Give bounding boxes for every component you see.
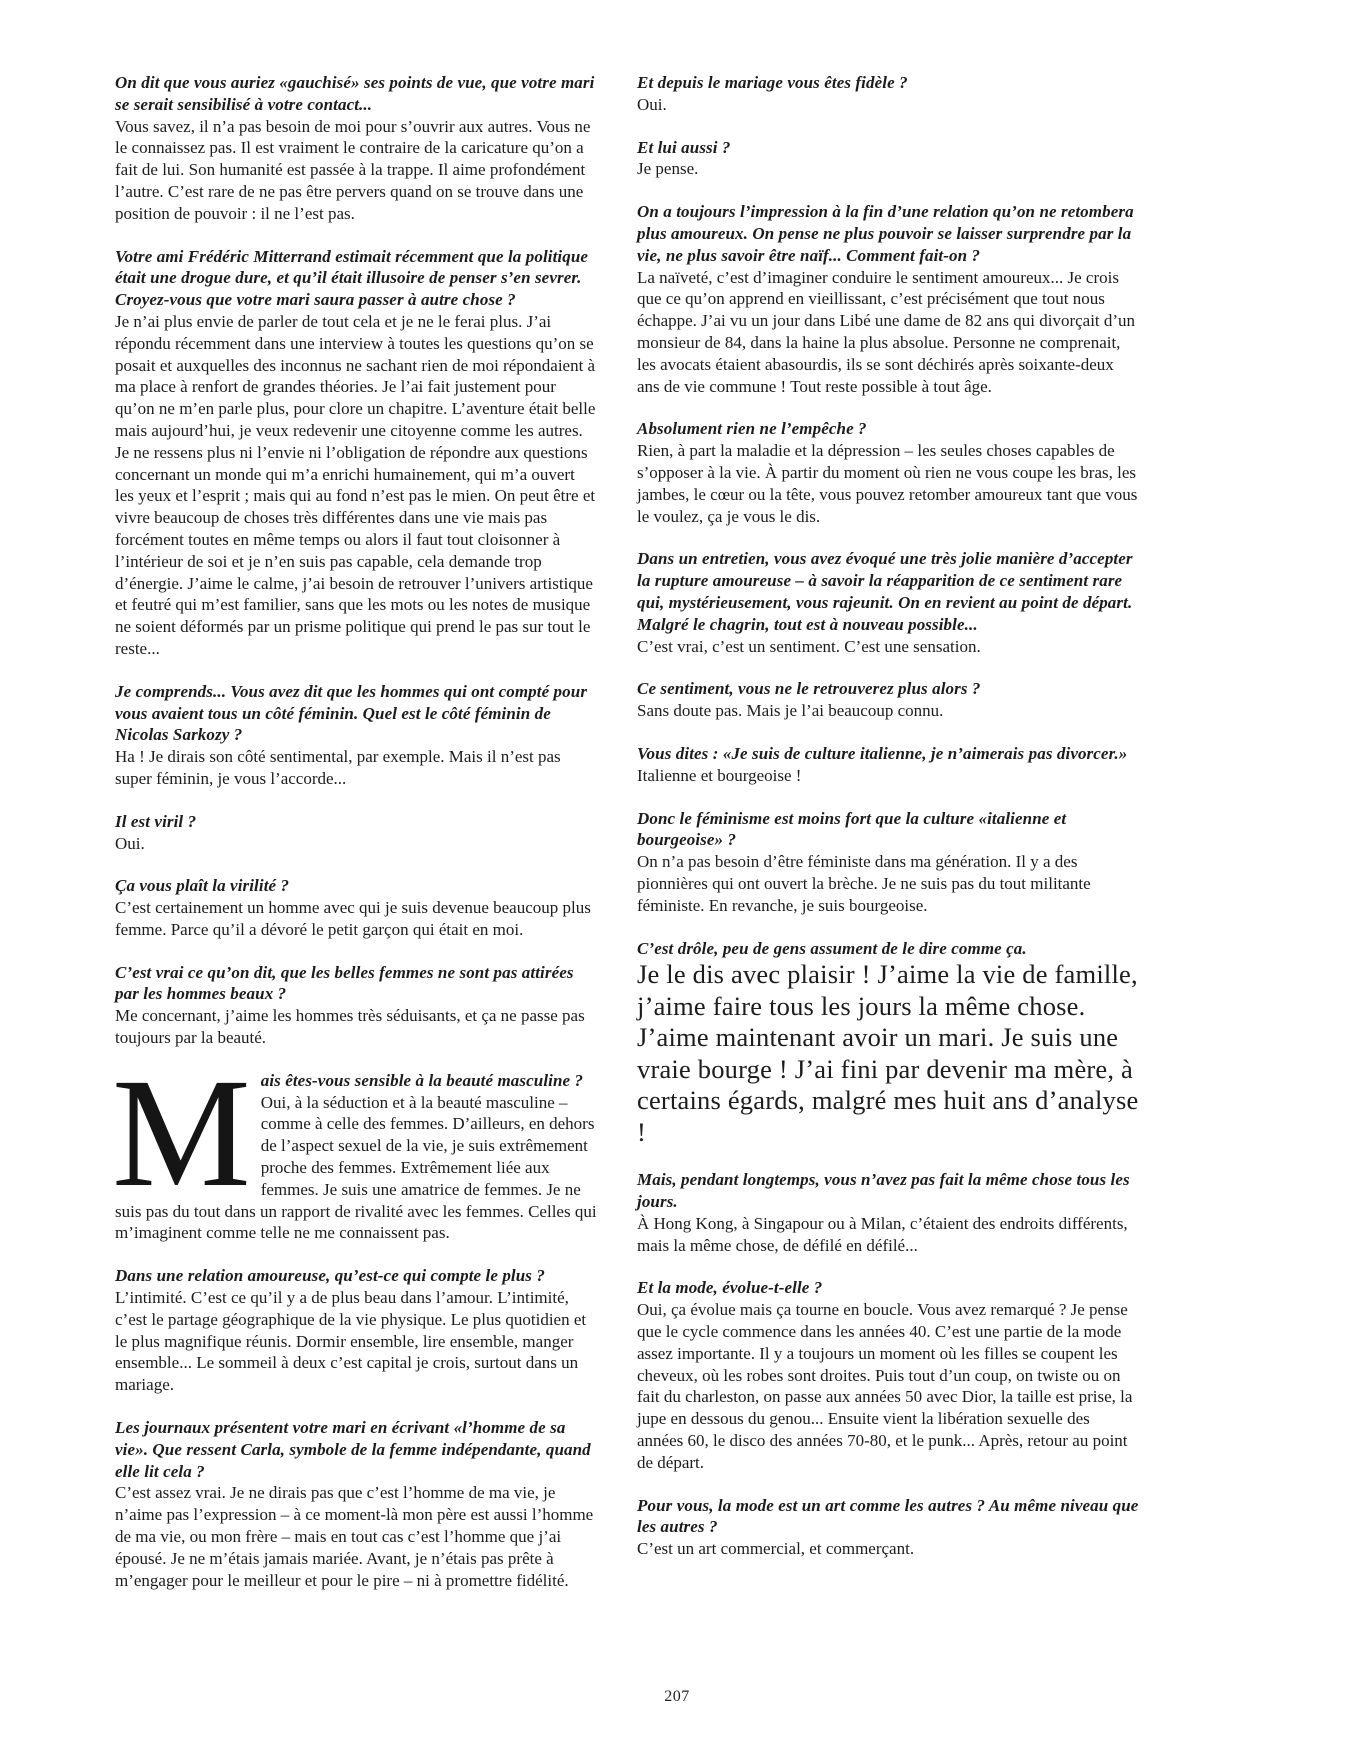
qa-block bbox=[637, 72, 1139, 116]
question: Pour vous, la mode est un art comme les autres ? Au même niveau que les autres ? bbox=[637, 1495, 1139, 1537]
question: Absolument rien ne l’empêche ? bbox=[637, 419, 867, 439]
question: Vous dites : «Je suis de culture italienne, je n’aimerais pas divorcer.» bbox=[637, 743, 1128, 763]
qa-block bbox=[637, 201, 1139, 397]
qa-block bbox=[115, 681, 597, 790]
left-column bbox=[112, 72, 597, 1591]
qa-block bbox=[637, 1169, 1139, 1256]
qa-block bbox=[115, 1417, 597, 1591]
question: Dans une relation amoureuse, qu’est-ce qui compte le plus ? bbox=[115, 1266, 545, 1286]
qa-block bbox=[115, 72, 597, 225]
question: C’est drôle, peu de gens assument de le dire comme ça. bbox=[637, 938, 1027, 958]
answer: Rien, à part la maladie et la dépression – les seules choses capables de s’opposer à la vie. À partir du moment où rien ne vous coupe les bras, les jambes, le cœur ou la tête, vous pouvez retomber amoureux tant que vous le voulez, ça je vous le dis. bbox=[637, 441, 1138, 526]
qa-block bbox=[637, 137, 1139, 181]
answer: On n’a pas besoin d’être féministe dans ma génération. Il y a des pionnières qui ont ouvert la brèche. Je ne suis pas du tout militante féministe. En revanche, je suis bourgeoise. bbox=[637, 852, 1091, 915]
question: On a toujours l’impression à la fin d’une relation qu’on ne retombera plus amoureux. On pense ne plus pouvoir se laisser surprendre par la vie, ne plus savoir être naïf... Comment fait-on ? bbox=[637, 202, 1134, 265]
answer: C’est vrai, c’est un sentiment. C’est une sensation. bbox=[637, 636, 981, 656]
qa-block bbox=[637, 418, 1139, 527]
question: Je comprends... Vous avez dit que les hommes qui ont compté pour vous avaient tous un côté féminin. Quel est le côté féminin de Nicolas Sarkozy ? bbox=[115, 681, 588, 745]
qa-block bbox=[637, 1277, 1139, 1473]
question: Votre ami Frédéric Mitterrand estimait récemment que la politique était une drogue dure, et qu’il était illusoire de penser s’en sevrer. Croyez-vous que votre mari saura passer à autre chose ? bbox=[115, 246, 589, 310]
question: Dans un entretien, vous avez évoqué une très jolie manière d’accepter la rupture amoureuse – à savoir la réapparition de ce sentiment rare qui, mystérieusement, vous rajeunit. On en revient au point de départ. Malgré le chagrin, tout est à nouveau possible... bbox=[637, 549, 1133, 634]
pull-quote-answer: Je le dis avec plaisir ! J’aime la vie de famille, j’aime faire tous les jours la même chose. J’aime maintenant avoir un mari. Je suis une vraie bourge ! J’ai fini par devenir ma mère, à certains égards, malgré mes huit ans d’analyse ! bbox=[637, 959, 1139, 1147]
qa-block bbox=[115, 1265, 597, 1396]
answer: Oui. bbox=[115, 833, 145, 853]
answer: C’est assez vrai. Je ne dirais pas que c’est l’homme de ma vie, je n’aime pas l’expression – à ce moment-là mon père est aussi l’homme de ma vie, ou mon frère – mais en tout cas c’est l’homme que j’ai épousé. Je ne m’étais jamais mariée. Avant, je n’étais pas prête à m’engager pour le meilleur et pour le pire – ni à promettre fidélité. bbox=[115, 1483, 594, 1590]
answer: Oui, ça évolue mais ça tourne en boucle. Vous avez remarqué ? Je pense que le cycle commence dans les années 40. C’est une partie de la mode assez importante. Il y a toujours un moment où les filles se coupent les cheveux, où les robes sont droites. Puis tout d’un coup, on twiste ou on fait du charleston, on passe aux années 50 avec Dior, la taille est prise, la jupe en dessous du genou... Ensuite vient la libération sexuelle des années 60, le disco des années 70-80, et le punk... Après, retour au point de départ. bbox=[637, 1300, 1133, 1472]
drop-cap-letter: M bbox=[112, 1045, 251, 1219]
question: On dit que vous auriez «gauchisé» ses points de vue, que votre mari se serait sensibilisé à votre contact... bbox=[115, 73, 595, 114]
qa-block bbox=[115, 962, 597, 1049]
answer: Italienne et bourgeoise ! bbox=[637, 765, 802, 785]
question: C’est vrai ce qu’on dit, que les belles femmes ne sont pas attirées par les hommes beaux ? bbox=[115, 962, 574, 1004]
answer: Je pense. bbox=[637, 159, 699, 179]
answer: C’est certainement un homme avec qui je suis devenue beaucoup plus femme. Parce qu’il a dévoré le petit garçon qui était en moi. bbox=[115, 898, 591, 939]
answer: Oui, à la séduction et à la beauté masculine – comme à celle des femmes. D’ailleurs, en dehors de l’aspect sexuel de la vie, je suis extrêmement proche des femmes. Extrêmement liée aux femmes. Je suis une amatrice de femmes. Je ne suis pas du tout dans un rapport de rivalité avec les femmes. Celles qui m’imaginent comme telle ne me connaissent pas. bbox=[115, 1092, 597, 1243]
qa-block bbox=[115, 875, 597, 940]
answer: La naïveté, c’est d’imaginer conduire le sentiment amoureux... Je crois que ce qu’on apprend en vieillissant, c’est précisément que tout nous échappe. J’ai vu un jour dans Libé une dame de 82 ans qui divorçait d’un monsieur de 84, dans la haine la plus absolue. Personne ne comprenait, les avocats étaient abasourdis, ils se sont déchirés après soixante-deux ans de vie commune ! Tout reste possible à tout âge. bbox=[637, 267, 1136, 396]
answer: L’intimité. C’est ce qu’il y a de plus beau dans l’amour. L’intimité, c’est le partage géographique de la vie physique. Le plus quotidien et le plus magnifique réunis. Dormir ensemble, lire ensemble, manger ensemble... Le sommeil à deux c’est capital je crois, surtout dans un mariage. bbox=[115, 1288, 587, 1395]
qa-block-dropcap bbox=[112, 1045, 597, 1244]
question: Les journaux présentent votre mari en écrivant «l’homme de sa vie». Que ressent Carla, symbole de la femme indépendante, quand elle lit cela ? bbox=[115, 1418, 591, 1481]
right-column bbox=[637, 72, 1139, 1560]
answer: Oui. bbox=[637, 94, 667, 114]
answer: Je n’ai plus envie de parler de tout cela et je ne le ferai plus. J’ai répondu récemment dans une interview à toutes les questions qu’on se posait et auxquelles des inconnus ne sachant rien de moi répondaient à ma place à renfort de grandes théories. Je l’ai fait justement pour qu’on ne m’en parle plus, pour clore un chapitre. L’aventure était belle mais aujourd’hui, je veux redevenir une citoyenne comme les autres. Je ne ressens plus ni l’envie ni l’obligation de répondre aux questions concernant un monde qui m’a enrichi humainement, qui m’a ouvert les yeux et l’esprit ; mais qui au fond n’est pas le mien. On peut être et vivre beaucoup de choses très différentes dans une vie mais pas forcément toutes en même temps ou alors il faut tout cloisonner à l’intérieur de soi et je n’en suis pas capable, cela demande trop d’énergie. J’aime le calme, j’ai besoin de retrouver l’univers artistique et feutré qui m’est familier, sans que les mots ou les notes de musique ne soient déformés par un prisme politique qui prend le pas sur tout le reste... bbox=[115, 311, 596, 658]
qa-block bbox=[115, 246, 597, 660]
qa-block bbox=[637, 1495, 1139, 1560]
question: Il est viril ? bbox=[115, 811, 197, 831]
question: Ce sentiment, vous ne le retrouverez plus alors ? bbox=[637, 679, 981, 699]
qa-block bbox=[637, 548, 1139, 657]
qa-block bbox=[637, 678, 1139, 722]
answer: À Hong Kong, à Singapour ou à Milan, c’étaient des endroits différents, mais la même chose, de défilé en défilé... bbox=[637, 1213, 1128, 1255]
answer: Vous savez, il n’a pas besoin de moi pour s’ouvrir aux autres. Vous ne le connaissez pas. Il est vraiment le contraire de la caricature qu’on a fait de lui. Son humanité est passée à la trappe. Il aime profondément l’autre. C’est rare de ne pas être pervers quand on se trouve dans une position de pouvoir : il ne l’est pas. bbox=[115, 116, 591, 223]
qa-block bbox=[637, 808, 1139, 917]
qa-block-pull-quote bbox=[637, 938, 1139, 1149]
answer: C’est un art commercial, et commerçant. bbox=[637, 1539, 915, 1559]
answer: Sans doute pas. Mais je l’ai beaucoup connu. bbox=[637, 701, 944, 721]
dropcap-paragraph bbox=[112, 1045, 597, 1244]
question: Et la mode, évolue-t-elle ? bbox=[637, 1278, 823, 1298]
question: ais êtes-vous sensible à la beauté masculine ? bbox=[260, 1070, 584, 1090]
answer: Ha ! Je dirais son côté sentimental, par exemple. Mais il n’est pas super féminin, je vous l’accorde... bbox=[115, 747, 561, 788]
qa-block bbox=[637, 743, 1139, 787]
page-number: 207 bbox=[664, 1688, 690, 1705]
question: Mais, pendant longtemps, vous n’avez pas fait la même chose tous les jours. bbox=[637, 1170, 1130, 1212]
question: Et lui aussi ? bbox=[637, 137, 731, 157]
question: Donc le féminisme est moins fort que la culture «italienne et bourgeoise» ? bbox=[637, 808, 1067, 850]
answer: Me concernant, j’aime les hommes très séduisants, et ça ne passe pas toujours par la beauté. bbox=[115, 1006, 585, 1048]
question: Ça vous plaît la virilité ? bbox=[115, 876, 290, 896]
qa-block bbox=[115, 811, 597, 855]
question: Et depuis le mariage vous êtes fidèle ? bbox=[637, 73, 908, 92]
